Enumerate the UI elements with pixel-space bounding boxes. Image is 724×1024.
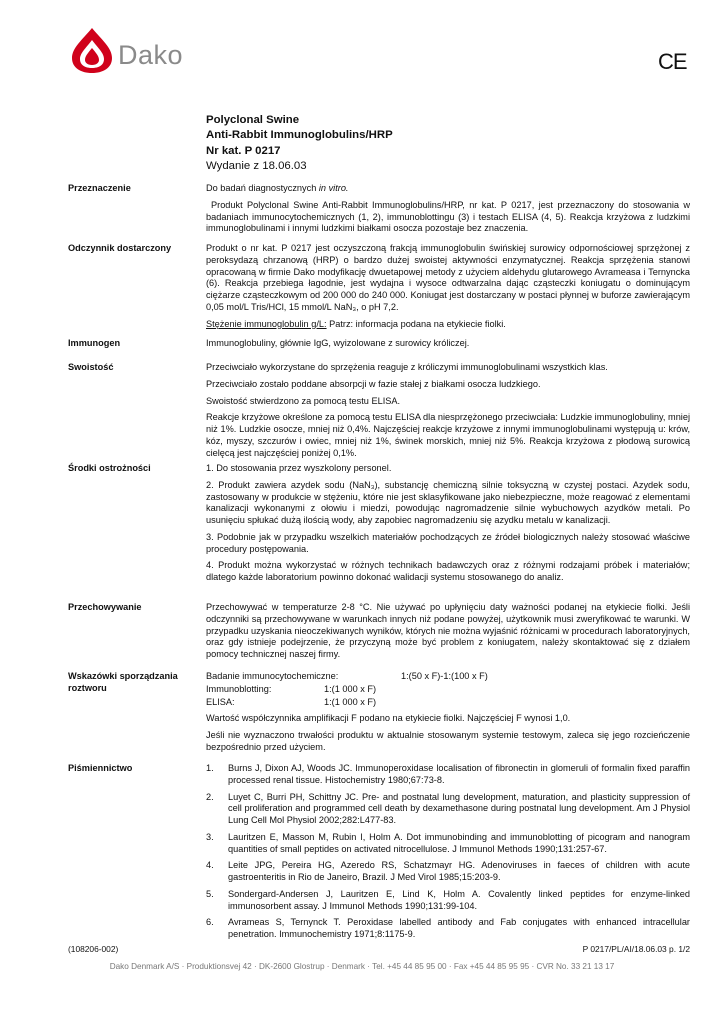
- paragraph: Przeciwciało zostało poddane absorpcji w fazie stałej z białkami osocza ludzkiego.: [206, 378, 541, 389]
- paragraph: Swoistość stwierdzono za pomocą testu ELISA.: [206, 395, 401, 406]
- ce-mark: CE: [658, 49, 687, 74]
- section-body: [206, 243, 690, 335]
- section-label: Przechowywanie: [68, 602, 142, 612]
- product-title-line-1: Polyclonal Swine: [206, 114, 300, 126]
- product-title-line-2: Anti-Rabbit Immunoglobulins/HRP: [206, 129, 393, 142]
- section-label: Swoistość: [68, 362, 114, 372]
- section-body: [206, 602, 690, 666]
- dilution-row: Immunoblotting: 1:(1 000 x F): [206, 683, 377, 694]
- reference-item: 3. Lauritzen E, Masson M, Rubin I, Holm A. Dot immunobinding and immunoblotting of picogram and nanogram quantities of small peptides on activated nitrocellulose. J Immunol Methods 1990;131:257-67.: [206, 831, 690, 854]
- section-label: Immunogen: [68, 338, 121, 348]
- paragraph: Stężenie immunoglobulin g/L: Patrz: informacja podana na etykiecie fiolki.: [206, 318, 506, 329]
- section-body: [206, 671, 690, 759]
- dako-brand-name: Dako: [118, 40, 184, 70]
- page-reference: P 0217/PL/AI/18.06.03 p. 1/2: [582, 944, 690, 954]
- paragraph: Przechowywać w temperaturze 2-8 °C. Nie używać po upłynięciu daty ważności podanej na etykiecie fiolki. Jeśli odczynniki są przechowywane w warunkach innych niż podane powyżej, użytkownik musi zweryfikować te warunki. W przypadku uzyskania nieoczekiwanych wyników, których nie można wyjaśnić różnicami w procedurach laboratoryjnych, oraz gdy istnieje podejrzenie, że przyczyną może być problem z koniugatem, należy skontaktować się z działem pomocy technicznej naszej firmy.: [206, 602, 690, 660]
- paragraph: 3. Podobnie jak w przypadku wszelkich materiałów pochodzących ze źródeł biologicznych należy stosować właściwe procedury postępowania.: [206, 531, 690, 554]
- paragraph: Produkt o nr kat. P 0217 jest oczyszczoną frakcją immunoglobulin świńskiej surowicy odpornościowej sprzężonej z peroksydazą chrzanową (HRP) o bardzo dużej swoistej aktywności enzymatycznej. Reakcja sprzężenia stanowi opracowaną w firmie Dako modyfikację dwuetapowej metody z użyciem aldehydu glutarowego Avrameasa i Ternyncka (6). Reakcja przebiega łagodnie, jest wydajna i wysoce odtwarzalna dając cząsteczki koniugatu o dominującym ciężarze cząsteczkowym od 200 000 do 240 000. Koniugat jest dostarczany w postaci płynnej w buforze zawierającym 0,05 mol/L Tris/HCl, 15 mmol/L NaN₃, o pH 7,2.: [206, 243, 690, 312]
- reference-item: 1. Burns J, Dixon AJ, Woods JC. Immunoperoxidase localisation of fibronectin in glomeruli of formalin fixed paraffin processed renal tissue. Histochemistry 1980;67:73-8.: [206, 763, 690, 785]
- company-address: Dako Denmark A/S · Produktionsvej 42 · DK-2600 Glostrup · Denmark · Tel. +45 44 85 95 00 · Fax +45 44 85 95 95 · CVR No. 33 21 13 17: [109, 962, 615, 971]
- section-body: [206, 362, 690, 464]
- paragraph: Produkt Polyclonal Swine Anti-Rabbit Immunoglobulins/HRP, nr kat. P 0217, jest przeznaczony do stosowania w badaniach immunocytochemicznych (1, 2), immunoblottingu (3) i testach ELISA (4, 5). Reakcja krzyżowa z ludzkimi immunoglobulinami i innymi ludzkimi białkami osocza pozostaje bez znaczenia.: [206, 199, 690, 234]
- section-label: Przeznaczenie: [68, 183, 131, 193]
- section-body: [206, 338, 690, 355]
- paragraph: 4. Produkt można wykorzystać w różnych technikach badawczych oraz z różnymi rodzajami próbek i materiałów; dlatego każde laboratorium powinno dokonać walidacji systemu stosowanego do analiz.: [206, 560, 690, 583]
- paragraph: Wartość współczynnika amplifikacji F podano na etykiecie fiolki. Najczęściej F wynosi 1,0.: [206, 713, 571, 724]
- paragraph: Reakcje krzyżowe określone za pomocą testu ELISA dla niesprzężonego przeciwciała: Ludzkie immunoglobuliny, mniej niż 1%. Ludzkie osocze, mniej niż 0,4%. Najczęściej reakcje krzyżowe z innymi immunoglobulinami występują u: krów, kóz, myszy, szczurów i owiec, mniej niż 1%, świnek morskich, mniej niż 5%. Reakcja krzyżowa z płodową surowicą cielęcą jest najczęściej poniżej 0,1%.: [206, 412, 690, 458]
- section-body: [206, 763, 690, 946]
- paragraph: Do badań diagnostycznych in vitro.: [206, 183, 349, 193]
- reference-item: 5. Sondergard-Andersen J, Lauritzen E, Lind K, Holm A. Covalently linked peptides for enzyme-linked immunosorbent assay. J Immunol Methods 1990;131:99-104.: [206, 888, 690, 911]
- section-body: [206, 463, 690, 589]
- dilution-row: ELISA: 1:(1 000 x F): [206, 696, 377, 707]
- dilution-row: Badanie immunocytochemiczne: 1:(50 x F)-1:(100 x F): [206, 671, 488, 681]
- paragraph: Jeśli nie wyznaczono trwałości produktu w aktualnie stosowanym systemie testowym, zaleca się jego rozcieńczenie bezpośrednio przed użyciem.: [206, 730, 690, 752]
- section-label: Odczynnik dostarczony: [68, 243, 172, 253]
- reference-item: 6. Avrameas S, Ternynck T. Peroxidase labelled antibody and Fab conjugates with enhanced intracellular penetration. Immunochemistry 1971;8:1175-9.: [206, 917, 690, 940]
- section-label: Wskazówki sporządzania roztworu: [68, 671, 178, 693]
- reference-item: 2. Luyet C, Burri PH, Schittny JC. Pre- and postnatal lung development, maturation, and plasticity suppression of cell proliferation and programmed cell death by dexamethasone during postnatal lung development. Am J Physiol Lung Cell Mol Physiol 2002;282:L477-83.: [206, 791, 690, 826]
- product-title-block: [206, 113, 686, 175]
- paragraph: Immunoglobuliny, głównie IgG, wyizolowane z surowicy króliczej.: [206, 338, 470, 348]
- section-body: [206, 183, 690, 240]
- paragraph: Przeciwciało wykorzystane do sprzężenia reaguje z króliczymi immunoglobulinami wszystkich klas.: [206, 362, 608, 372]
- paragraph: 2. Produkt zawiera azydek sodu (NaN₃), substancję chemiczną silnie toksyczną w czystej postaci. Azydek sodu, zastosowany w produkcie w stężeniu, które nie jest sklasyfikowane jako niebezpieczne, może reagować z elementami kanalizacji wykonanymi z ołowiu i miedzi, powodując nagromadzenie silnie wybuchowych azydków metali. Po usunięciu spłukać dużą ilością wody, aby zapobiec nagromadzeniu się azydku metalu w kanalizacji.: [206, 479, 690, 526]
- paragraph: 1. Do stosowania przez wyszkolony personel.: [206, 463, 392, 473]
- document-code: (108206-002): [68, 944, 119, 954]
- edition-date: Wydanie z 18.06.03: [206, 160, 307, 173]
- reference-item: 4. Leite JPG, Pereira HG, Azeredo RS, Schatzmayr HG. Adenoviruses in faeces of children with acute gastroenteritis in Rio de Janeiro, Brazil. J Med Virol 1985;15:203-9.: [206, 860, 690, 883]
- section-label: Środki ostrożności: [68, 463, 151, 473]
- reference-list: [206, 763, 690, 941]
- dako-drop-icon: [68, 26, 118, 74]
- section-label: Piśmiennictwo: [68, 763, 133, 773]
- catalog-number: Nr kat. P 0217: [206, 144, 281, 157]
